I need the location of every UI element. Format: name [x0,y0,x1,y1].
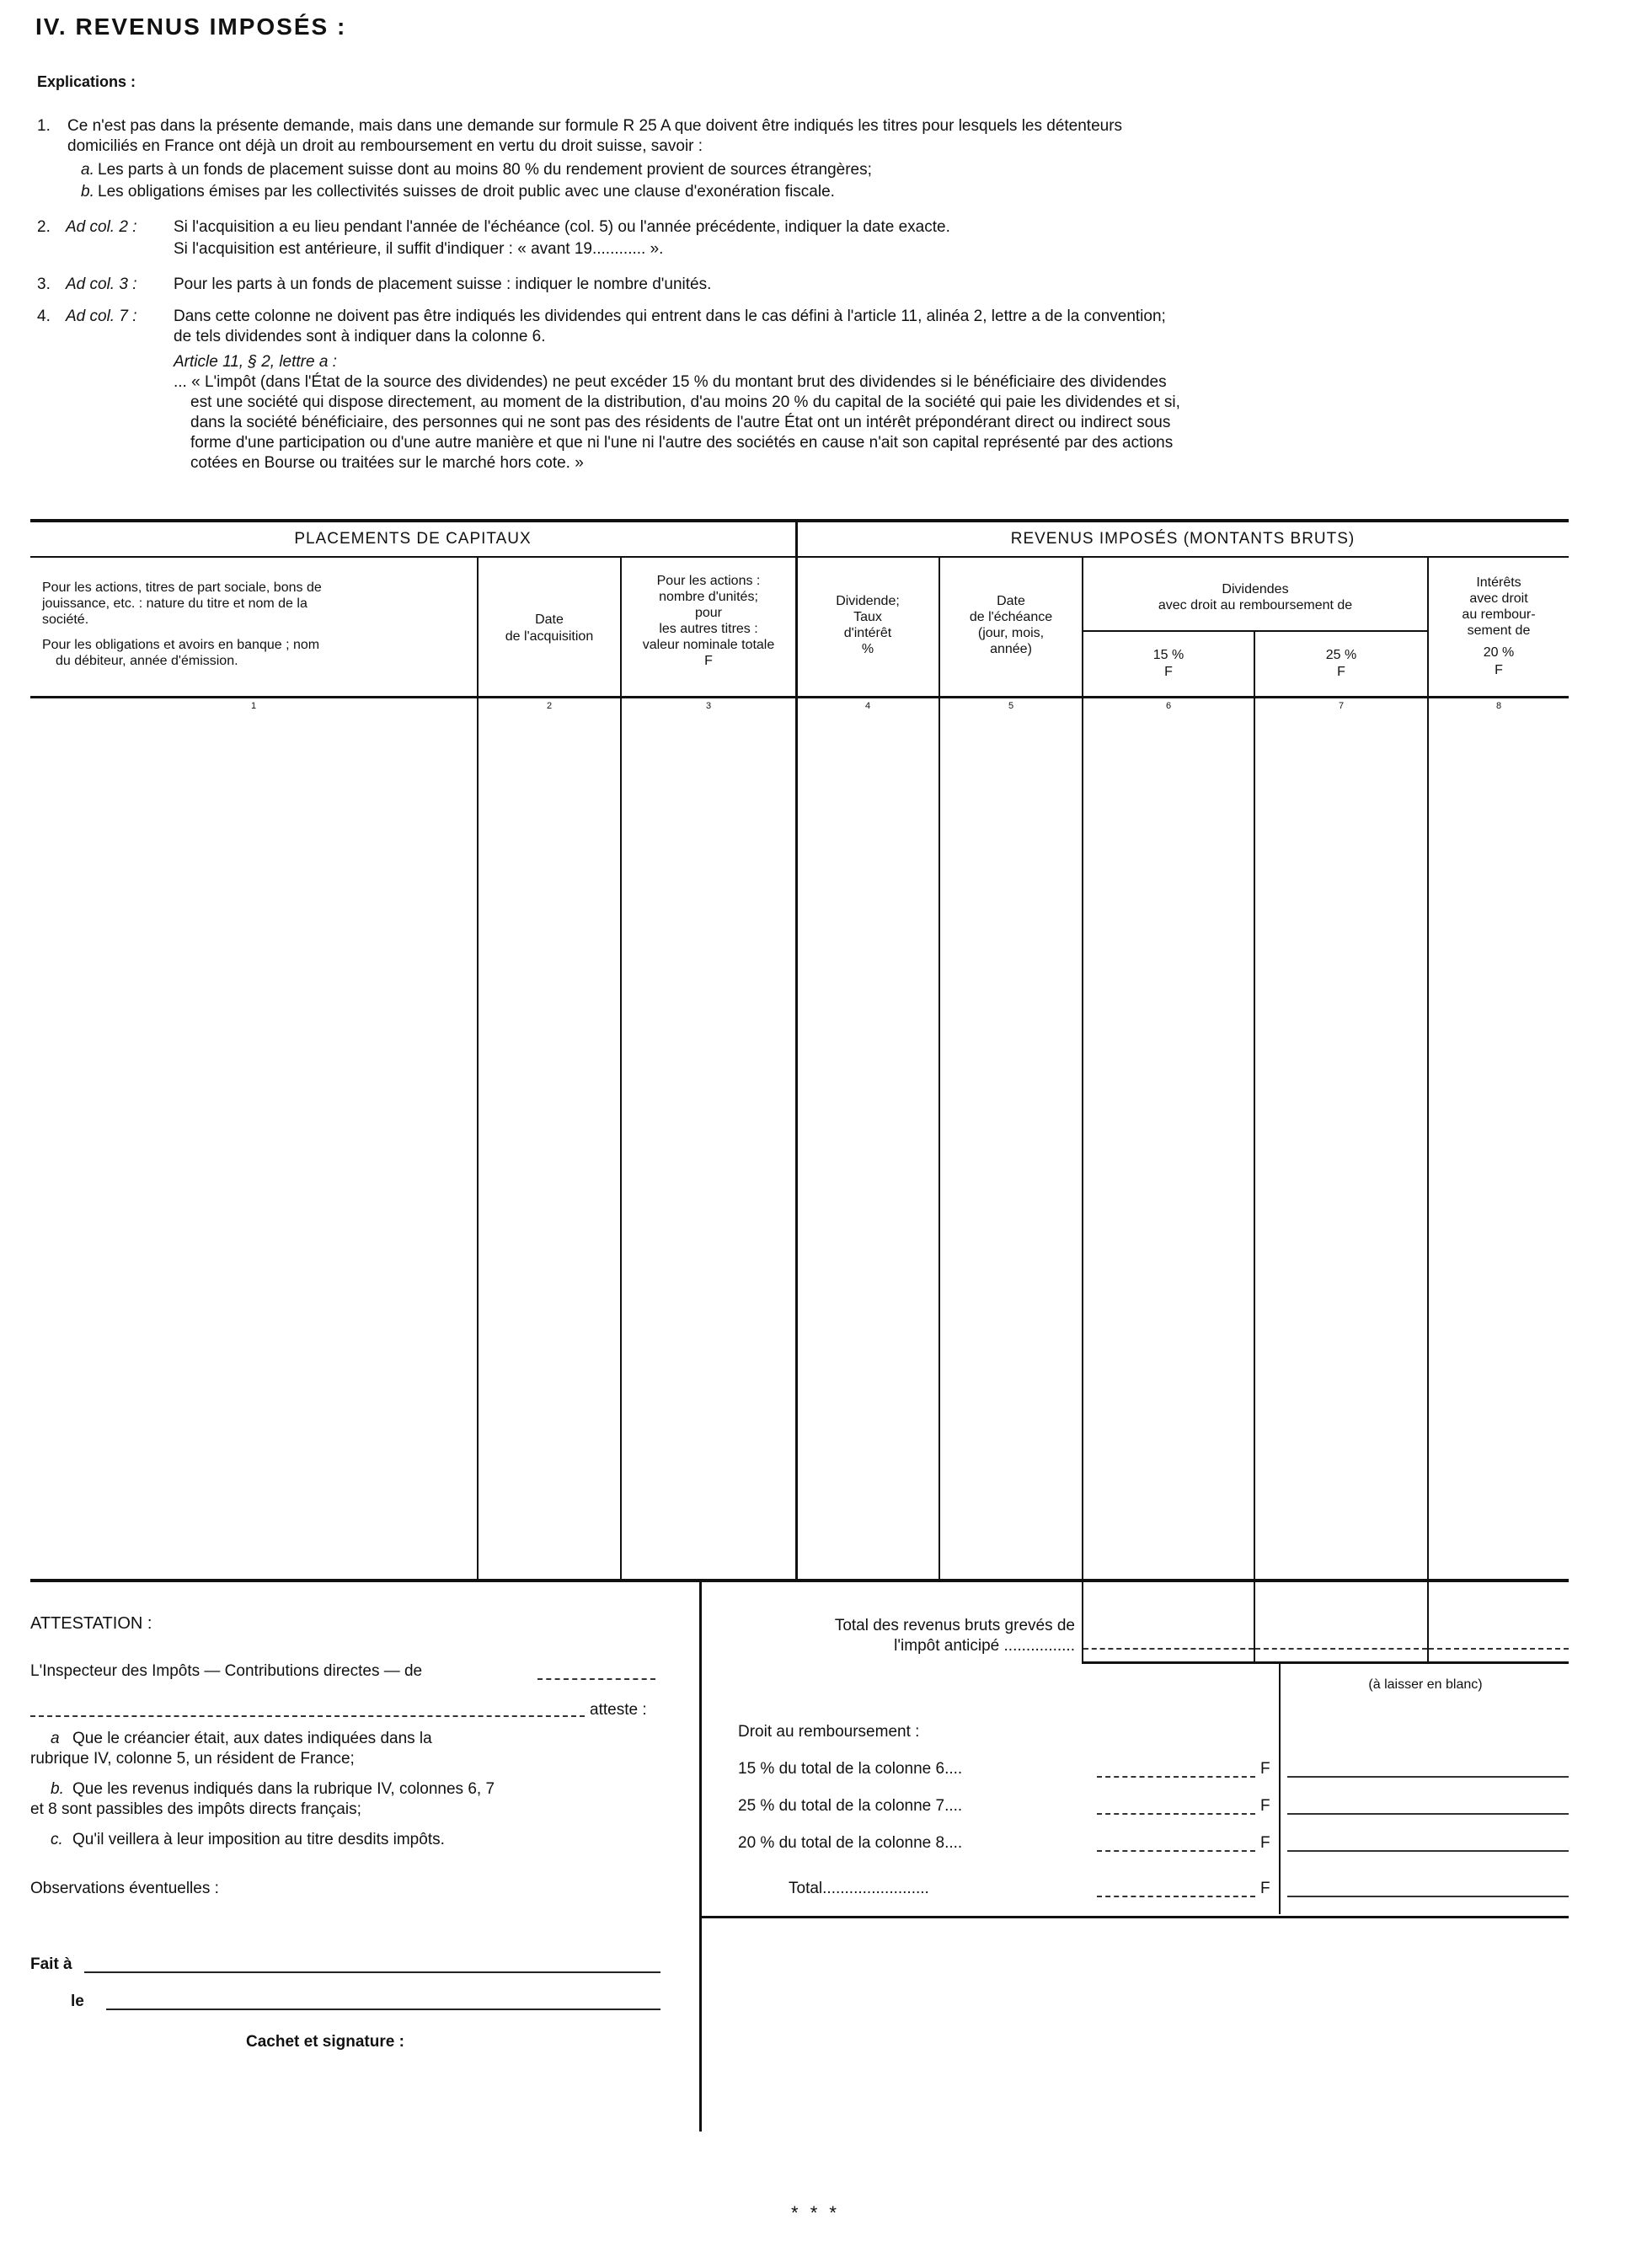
group-header-placements: PLACEMENTS DE CAPITAUX [294,530,532,548]
header-line: Intérêts [1476,575,1521,590]
observations-label: Observations éventuelles : [30,1880,219,1897]
section-title: IV. REVENUS IMPOSÉS : [35,13,347,40]
total-revenus-label: l'impôt anticipé ................ [894,1637,1075,1655]
header-line: du débiteur, année d'émission. [56,654,238,668]
header-line: F [1337,665,1345,679]
refund-20-amount[interactable] [1097,1850,1255,1852]
refund-total-blank [1287,1896,1569,1897]
refund-20-blank [1287,1850,1569,1852]
currency: F [1260,1834,1270,1852]
note-text: Ce n'est pas dans la présente demande, mais dans une demande sur formule R 25 A que doivent être indiqués les titres pour lesquels les détenteurs [67,117,1123,135]
article-ref: Article 11, § 2, lettre a : [174,353,337,371]
explications-label: Explications : [37,73,136,90]
header-line: d'intérêt [843,626,892,640]
blank-column-divider [1279,1663,1281,1914]
note-text: Dans cette colonne ne doivent pas être indiqués les dividendes qui entrent dans le cas défini à l'article 11, alinéa 2, lettre a de la convention; [174,308,1166,325]
note-number: 4. [37,308,51,325]
inspector-location-field[interactable] [537,1678,655,1680]
header-line: jouissance, etc. : nature du titre et nom de la [42,596,307,611]
column-number: 3 [705,701,712,711]
note-text: Si l'acquisition est antérieure, il suffit d'indiquer : « avant 19............ ». [174,240,664,258]
cachet-label: Cachet et signature : [246,2033,404,2051]
entry-cell-col6[interactable] [1085,714,1252,1577]
refund-total-label: Total........................ [789,1880,929,1897]
header-line: pour [694,606,723,620]
header-line: Pour les obligations et avoirs en banque ; nom [42,638,320,652]
quote-line: est une société qui dispose directement, au moment de la distribution, d'au moins 20 % du capital de la société qui paie les dividendes et si, [190,393,1180,411]
header-line: de l'acquisition [505,629,594,644]
refund-25-amount[interactable] [1097,1813,1255,1815]
column-number: 4 [864,701,871,711]
header-line: valeur nominale totale [642,638,775,652]
currency: F [1260,1797,1270,1815]
column-number: 7 [1338,701,1345,711]
col-divider [1254,1582,1255,1663]
column-number: 8 [1495,701,1502,711]
column-numbers-rule [30,696,1569,698]
total-col8-field[interactable] [1429,1648,1569,1650]
stamp-signature-area[interactable] [30,2056,687,2123]
header-line: F [704,654,713,668]
totals-rule [1082,1661,1569,1664]
header-line: Date [535,612,564,627]
item-text: rubrique IV, colonne 5, un résident de France; [30,1750,355,1768]
note-text: domiciliés en France ont déjà un droit au remboursement en vertu du droit suisse, savoir : [67,137,703,155]
quote-line: ... « L'impôt (dans l'État de la source des dividendes) ne peut excéder 15 % du montant brut des dividendes si le bénéficiaire des dividendes [174,373,1167,391]
note-text: de tels dividendes sont à indiquer dans la colonne 6. [174,328,546,345]
le-label: le [71,1993,84,2010]
table-top-rule [30,519,1569,522]
item-text: Qu'il veillera à leur imposition au titre desdits impôts. [72,1831,445,1848]
header-line: sement de [1467,623,1531,638]
col-divider [1254,632,1255,1579]
footer-mark: * * * [791,2202,840,2223]
droit-label: Droit au remboursement : [738,1723,920,1741]
entry-cell-col5[interactable] [942,714,1080,1577]
header-line: au rembour- [1462,607,1536,622]
header-line: société. [42,612,89,627]
header-line: année) [990,642,1032,656]
refund-15-label: 15 % du total de la colonne 6.... [738,1760,963,1778]
header-line: avec droit [1469,591,1528,606]
currency: F [1260,1760,1270,1778]
date-field[interactable] [106,2009,660,2010]
fait-field[interactable] [84,1971,660,1973]
header-line: Dividendes [1222,582,1289,596]
table-bottom-rule [30,1579,1569,1582]
item-label: a. [81,161,94,179]
item-label: b. [81,183,94,201]
header-line: de l'échéance [969,610,1053,624]
header-line: Dividende; [836,594,900,608]
group-divider [795,521,798,1579]
item-text: et 8 sont passibles des impôts directs français; [30,1800,361,1818]
total-col7-field[interactable] [1255,1648,1427,1650]
note-number: 1. [37,117,51,135]
note-ref: Ad col. 2 : [66,218,137,236]
item-label: b. [51,1780,64,1798]
note-ref: Ad col. 3 : [66,275,137,293]
refund-15-amount[interactable] [1097,1776,1255,1778]
observations-field[interactable] [30,1902,671,1961]
currency: F [1260,1880,1270,1897]
entry-cell-col7[interactable] [1257,714,1425,1577]
col-divider [1082,1582,1083,1663]
total-revenus-label: Total des revenus bruts grevés de [834,1617,1075,1634]
column-number: 6 [1165,701,1172,711]
item-label: a [51,1730,60,1747]
header-line: % [861,642,874,656]
header-line: nombre d'unités; [659,590,758,604]
note-ref: Ad col. 7 : [66,308,137,325]
refund-25-blank [1287,1813,1569,1815]
header-line: 25 % [1325,648,1357,662]
header-line: Pour les actions, titres de part sociale, bons de [42,580,322,595]
entry-cell-col8[interactable] [1430,714,1567,1577]
fait-label: Fait à [30,1955,72,1973]
note-number: 2. [37,218,51,236]
header-line: 20 % [1483,645,1515,660]
item-text: Que les revenus indiqués dans la rubrique IV, colonnes 6, 7 [72,1780,495,1798]
entry-cell-col3[interactable] [623,714,794,1577]
header-line: F [1495,663,1503,677]
entry-cell-col4[interactable] [799,714,937,1577]
refund-25-label: 25 % du total de la colonne 7.... [738,1797,963,1815]
group-header-revenus: REVENUS IMPOSÉS (MONTANTS BRUTS) [1010,530,1356,548]
header-line: F [1164,665,1173,679]
attestation-title: ATTESTATION : [30,1614,152,1633]
lower-divider [699,1582,702,2132]
note-number: 3. [37,275,51,293]
refund-total-amount[interactable] [1097,1896,1255,1897]
item-text: Les parts à un fonds de placement suisse dont au moins 80 % du rendement provient de sources étrangères; [98,161,872,179]
header-line: les autres titres : [659,622,758,636]
note-text: Pour les parts à un fonds de placement suisse : indiquer le nombre d'unités. [174,275,712,293]
refund-15-blank [1287,1776,1569,1778]
total-col6-field[interactable] [1083,1648,1254,1650]
quote-line: cotées en Bourse ou traitées sur le marché hors cote. » [190,454,584,472]
item-text: Les obligations émises par les collectivités suisses de droit public avec une clause d'exonération fiscale. [98,183,835,201]
refund-20-label: 20 % du total de la colonne 8.... [738,1834,963,1852]
group-header-rule [30,556,1569,558]
totals-bottom-rule [701,1916,1569,1918]
entry-cell-col2[interactable] [480,714,618,1577]
quote-line: dans la société bénéficiaire, des personnes qui ne sont pas des résidents de l'autre État ont un intérêt prépondérant direct ou indirect sous [190,414,1171,431]
column-number: 1 [250,701,257,711]
header-line: Taux [853,610,882,624]
quote-line: forme d'une participation ou d'une autre manière et que ni l'une ni l'autre des sociétés en cause n'ait son capital représenté par des actions [190,434,1174,452]
note-text: Si l'acquisition a eu lieu pendant l'année de l'échéance (col. 5) ou l'année précédente, indiquer la date exacte. [174,218,950,236]
header-line: avec droit au remboursement de [1158,598,1353,612]
item-text: Que le créancier était, aux dates indiquées dans la [72,1730,432,1747]
blank-note: (à laisser en blanc) [1368,1677,1483,1692]
entry-cell-col1[interactable] [32,714,475,1577]
item-label: c. [51,1831,63,1848]
col-divider [1427,1582,1429,1663]
header-line: (jour, mois, [977,626,1045,640]
column-number: 2 [546,701,553,711]
inspector-name-field[interactable] [30,1715,585,1717]
column-number: 5 [1008,701,1014,711]
inspector-line: L'Inspecteur des Impôts — Contributions directes — de [30,1662,423,1680]
header-line: Date [997,594,1025,608]
atteste-label: atteste : [590,1701,647,1719]
header-line: 15 % [1152,648,1184,662]
header-line: Pour les actions : [656,574,761,588]
